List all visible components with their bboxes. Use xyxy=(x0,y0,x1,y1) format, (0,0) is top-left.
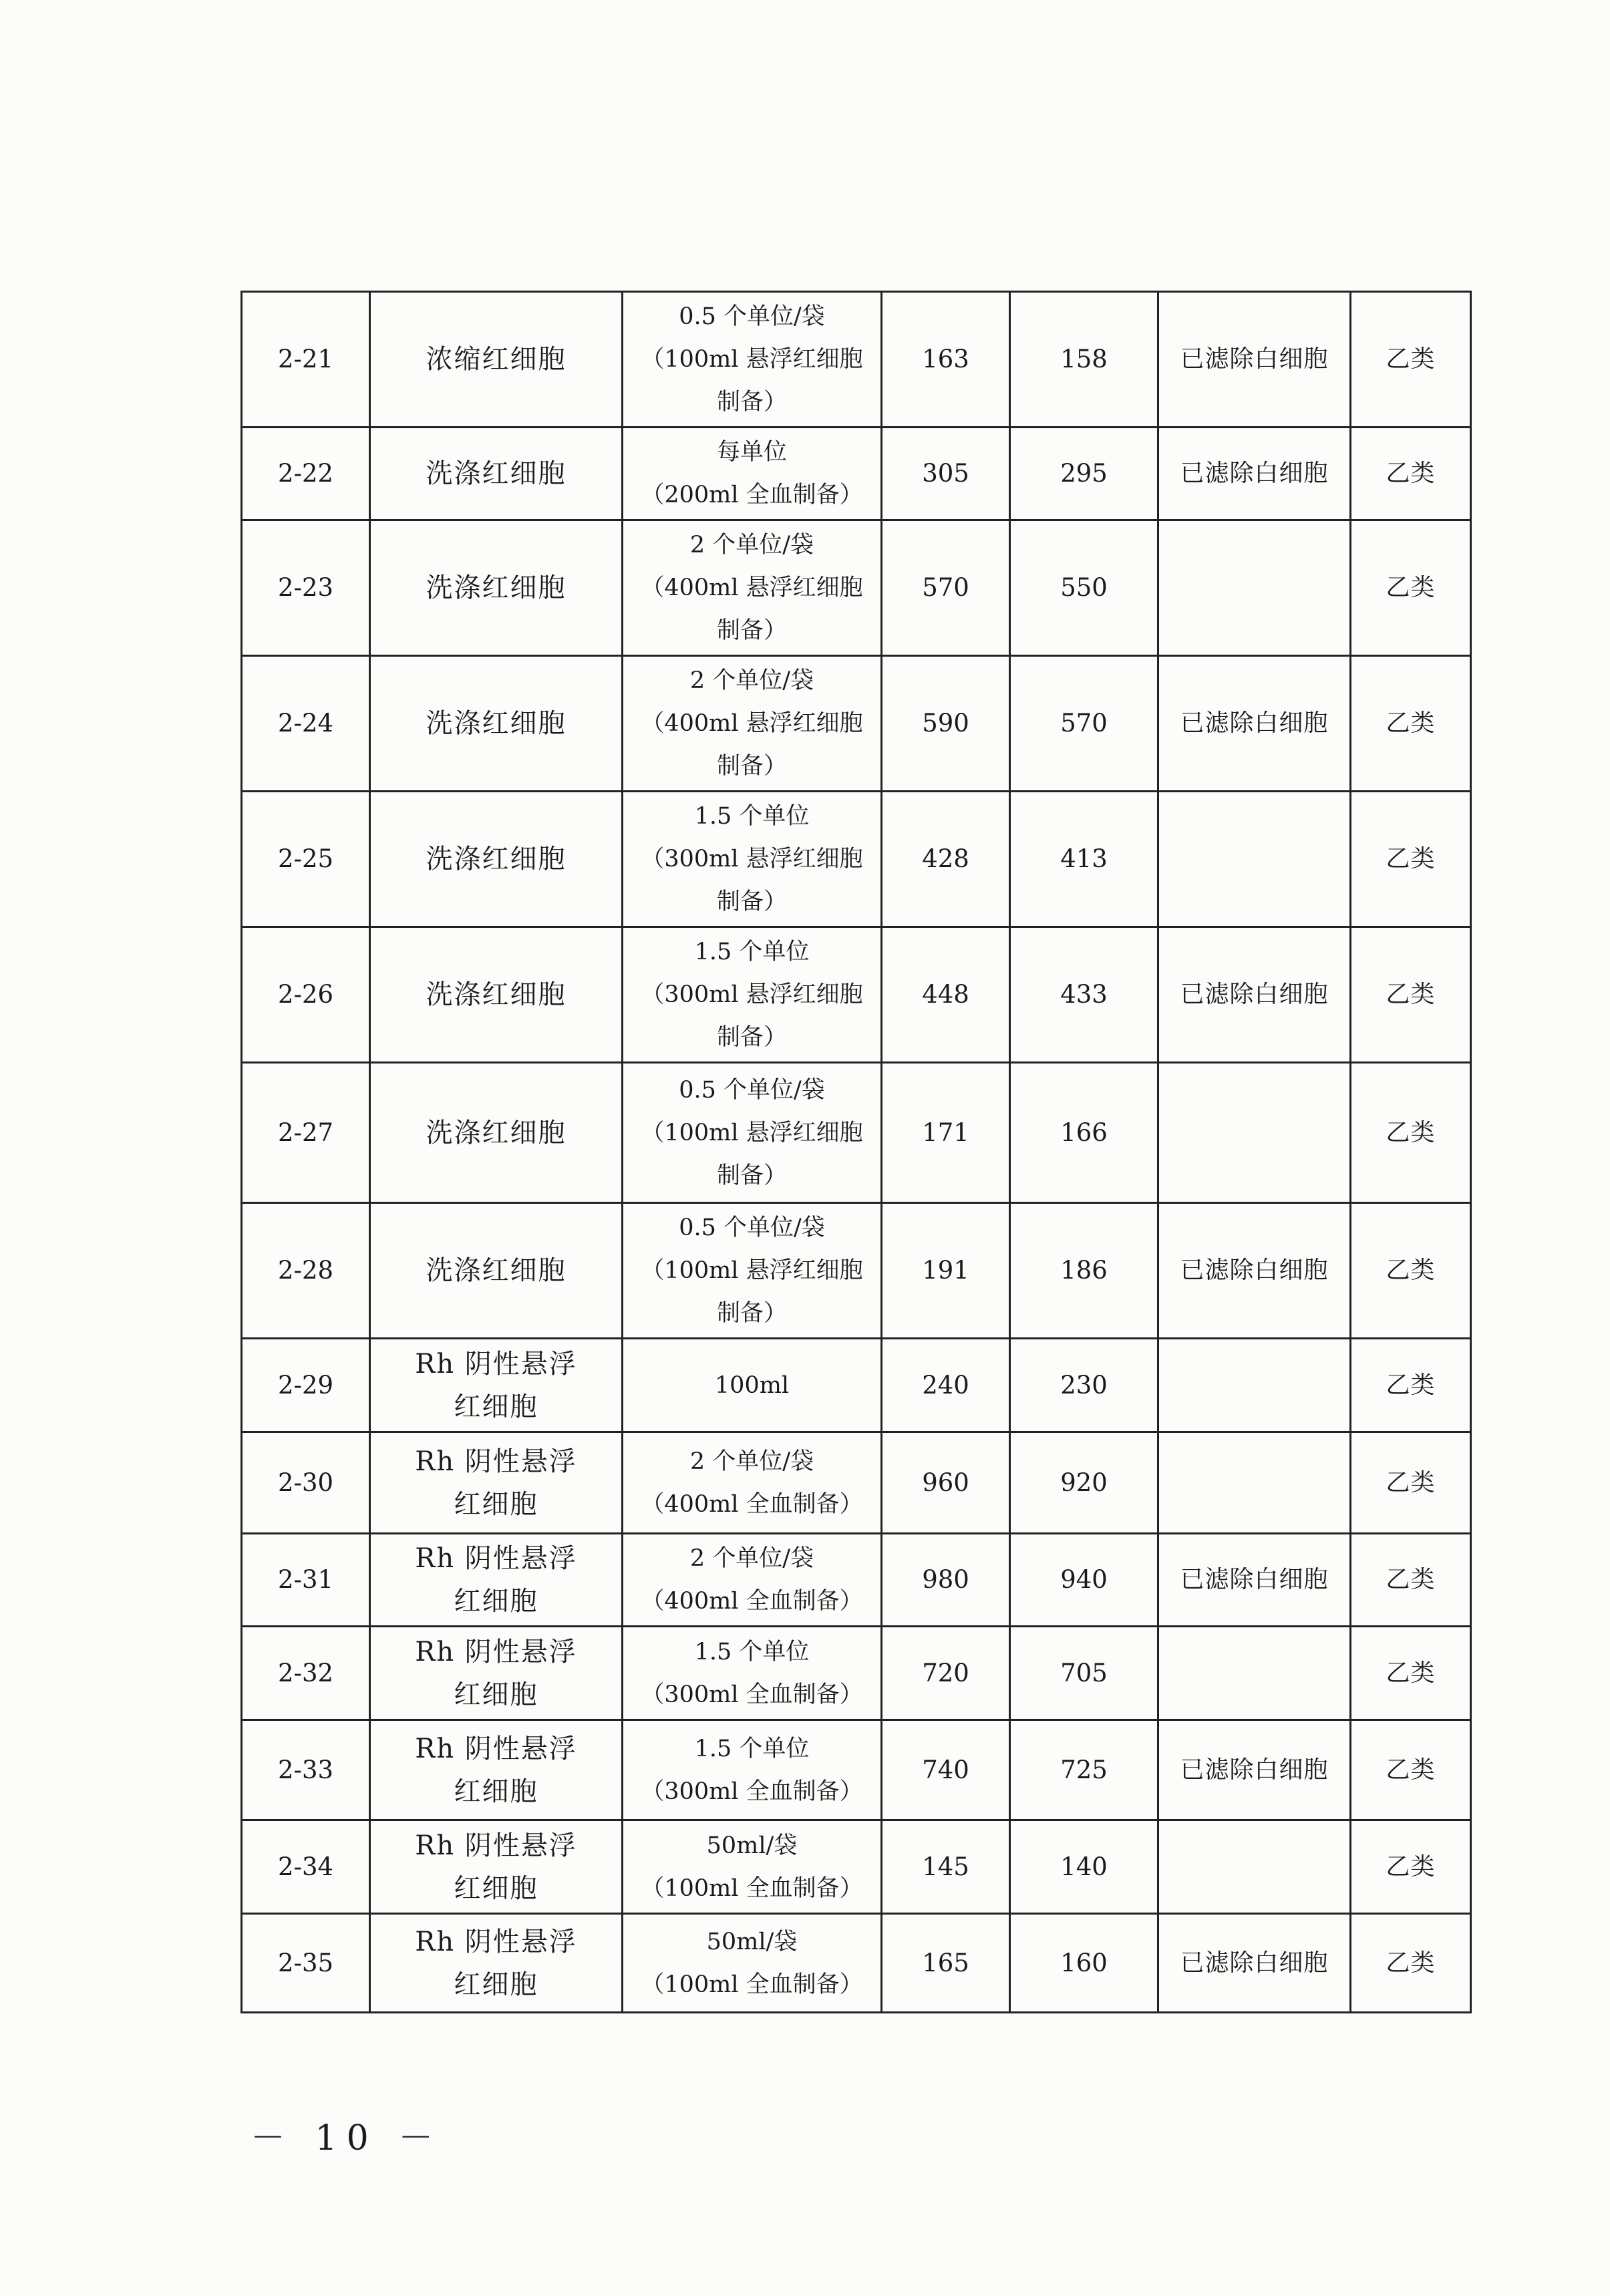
item-spec-line: （400ml 悬浮红细胞 xyxy=(641,710,863,737)
note-cell xyxy=(1158,656,1351,792)
price-1: 980 xyxy=(922,1565,969,1594)
item-code-cell xyxy=(242,927,370,1063)
item-name-cell xyxy=(370,1432,623,1534)
table-row xyxy=(242,1339,1471,1432)
table-row xyxy=(242,1534,1471,1627)
item-name-cell xyxy=(370,1203,623,1339)
price-1-cell xyxy=(882,792,1010,927)
note-cell xyxy=(1158,1339,1351,1432)
item-name-line: Rh 阴性悬浮 xyxy=(415,1926,577,1957)
item-spec-line: 1.5 个单位 xyxy=(694,1735,810,1762)
item-spec-line: 制备） xyxy=(716,617,787,644)
price-1: 240 xyxy=(922,1370,969,1400)
item-code: 2-22 xyxy=(277,459,334,488)
category: 乙类 xyxy=(1386,1566,1436,1593)
item-spec-line: （400ml 悬浮红细胞 xyxy=(641,575,863,601)
category-cell xyxy=(1351,1720,1471,1820)
item-name-line: 洗涤红细胞 xyxy=(426,572,567,603)
price-2-cell xyxy=(1010,1720,1158,1820)
item-spec-line: （300ml 悬浮红细胞 xyxy=(641,846,863,872)
price-2: 186 xyxy=(1060,1256,1108,1285)
category-cell xyxy=(1351,428,1471,520)
price-1-cell xyxy=(882,927,1010,1063)
category-cell xyxy=(1351,1534,1471,1627)
item-spec-line: （100ml 全血制备） xyxy=(641,1874,863,1902)
category-cell xyxy=(1351,520,1471,656)
item-spec-line: 制备） xyxy=(716,1024,787,1051)
item-name-cell xyxy=(370,1063,623,1203)
item-name-cell xyxy=(370,292,623,428)
table-row xyxy=(242,1063,1471,1203)
note: 已滤除白细胞 xyxy=(1180,345,1329,373)
category: 乙类 xyxy=(1386,1118,1436,1146)
item-code-cell xyxy=(242,520,370,656)
price-2: 570 xyxy=(1060,709,1108,737)
item-code: 2-21 xyxy=(277,345,334,373)
item-spec-cell xyxy=(623,1063,882,1203)
item-name-line: 洗涤红细胞 xyxy=(426,1117,567,1148)
item-spec-line: 0.5 个单位/袋 xyxy=(679,303,825,330)
item-code-cell xyxy=(242,1914,370,2013)
price-1: 145 xyxy=(922,1852,969,1881)
item-name-line: 洗涤红细胞 xyxy=(426,1255,567,1286)
note: 已滤除白细胞 xyxy=(1180,1756,1329,1784)
item-name-cell xyxy=(370,1914,623,2013)
item-spec-cell xyxy=(623,1203,882,1339)
item-spec-line: （200ml 全血制备） xyxy=(641,482,863,508)
item-name-line: Rh 阴性悬浮 xyxy=(415,1348,577,1379)
category: 乙类 xyxy=(1386,460,1436,487)
price-2-cell xyxy=(1010,656,1158,792)
item-name-line: 红细胞 xyxy=(454,1872,538,1904)
price-1: 740 xyxy=(922,1755,969,1784)
item-spec-line: （300ml 悬浮红细胞 xyxy=(641,981,863,1008)
item-spec-cell xyxy=(623,1432,882,1534)
item-name-line: 红细胞 xyxy=(454,1776,538,1807)
item-code: 2-24 xyxy=(277,709,334,737)
note-cell xyxy=(1158,1432,1351,1534)
table-row xyxy=(242,927,1471,1063)
item-code: 2-29 xyxy=(277,1370,334,1400)
note: 已滤除白细胞 xyxy=(1180,709,1329,737)
item-spec-line: 制备） xyxy=(716,888,787,915)
item-name-line: 红细胞 xyxy=(454,1391,538,1422)
price-2-cell xyxy=(1010,1820,1158,1914)
price-1-cell xyxy=(882,1063,1010,1203)
category-cell xyxy=(1351,656,1471,792)
item-spec-line: 2 个单位/袋 xyxy=(689,1448,814,1475)
item-spec-cell xyxy=(623,656,882,792)
item-code-cell xyxy=(242,1627,370,1720)
item-name-line: Rh 阴性悬浮 xyxy=(415,1636,577,1667)
item-code: 2-35 xyxy=(277,1948,334,1977)
note-cell xyxy=(1158,520,1351,656)
item-name-cell xyxy=(370,1339,623,1432)
price-2: 230 xyxy=(1060,1370,1108,1400)
item-name-line: 浓缩红细胞 xyxy=(426,344,567,375)
page-number: － 10 － xyxy=(251,2118,443,2158)
price-2: 160 xyxy=(1060,1948,1108,1977)
price-1: 428 xyxy=(922,844,969,873)
note-cell xyxy=(1158,1627,1351,1720)
category-cell xyxy=(1351,292,1471,428)
note-cell xyxy=(1158,1534,1351,1627)
item-code: 2-23 xyxy=(277,573,334,602)
price-2: 920 xyxy=(1060,1468,1108,1497)
item-spec-line: （100ml 悬浮红细胞 xyxy=(641,1257,863,1284)
item-spec-line: （400ml 全血制备） xyxy=(641,1588,863,1615)
price-2-cell xyxy=(1010,1627,1158,1720)
item-spec-line: 100ml xyxy=(714,1371,790,1399)
item-spec-line: 制备） xyxy=(716,753,787,780)
price-1: 590 xyxy=(922,709,969,737)
note-cell xyxy=(1158,292,1351,428)
price-2: 295 xyxy=(1060,459,1108,488)
note-cell xyxy=(1158,1203,1351,1339)
item-code-cell xyxy=(242,292,370,428)
category: 乙类 xyxy=(1386,1852,1436,1880)
category: 乙类 xyxy=(1386,1468,1436,1496)
price-1-cell xyxy=(882,1914,1010,2013)
item-code-cell xyxy=(242,656,370,792)
note: 已滤除白细胞 xyxy=(1180,1949,1329,1977)
price-2: 166 xyxy=(1060,1118,1108,1147)
table-row xyxy=(242,1627,1471,1720)
item-spec-cell xyxy=(623,1914,882,2013)
item-name-cell xyxy=(370,1820,623,1914)
table-row xyxy=(242,1820,1471,1914)
item-name-line: Rh 阴性悬浮 xyxy=(415,1543,577,1574)
table-row xyxy=(242,1203,1471,1339)
item-spec-line: （100ml 悬浮红细胞 xyxy=(641,1119,863,1146)
item-name-line: 红细胞 xyxy=(454,1488,538,1520)
table-row xyxy=(242,428,1471,520)
item-spec-cell xyxy=(623,1534,882,1627)
price-2-cell xyxy=(1010,1063,1158,1203)
note-cell xyxy=(1158,1820,1351,1914)
item-name-cell xyxy=(370,656,623,792)
price-2-cell xyxy=(1010,1914,1158,2013)
category-cell xyxy=(1351,1203,1471,1339)
item-name-line: 洗涤红细胞 xyxy=(426,458,567,489)
category-cell xyxy=(1351,1914,1471,2013)
table-row xyxy=(242,1914,1471,2013)
item-code: 2-28 xyxy=(277,1256,334,1285)
note: 已滤除白细胞 xyxy=(1180,1566,1329,1593)
price-1-cell xyxy=(882,1534,1010,1627)
category: 乙类 xyxy=(1386,981,1436,1008)
item-name-cell xyxy=(370,1720,623,1820)
item-code: 2-25 xyxy=(277,844,334,873)
item-spec-cell xyxy=(623,1627,882,1720)
item-spec-cell xyxy=(623,292,882,428)
item-name-cell xyxy=(370,1627,623,1720)
price-1: 191 xyxy=(922,1256,969,1285)
item-name-cell xyxy=(370,1534,623,1627)
item-code: 2-26 xyxy=(277,980,334,1009)
price-1-cell xyxy=(882,292,1010,428)
item-code: 2-32 xyxy=(277,1658,334,1687)
item-code-cell xyxy=(242,1063,370,1203)
note-cell xyxy=(1158,1914,1351,2013)
category-cell xyxy=(1351,792,1471,927)
category: 乙类 xyxy=(1386,1257,1436,1284)
note: 已滤除白细胞 xyxy=(1180,1257,1329,1284)
item-spec-line: 1.5 个单位 xyxy=(694,803,810,830)
item-name-line: 红细胞 xyxy=(454,1679,538,1710)
item-name-line: 红细胞 xyxy=(454,1586,538,1617)
blood-product-price-table xyxy=(240,291,1472,2013)
price-1: 960 xyxy=(922,1468,969,1497)
price-1-cell xyxy=(882,1203,1010,1339)
item-name-cell xyxy=(370,927,623,1063)
price-1: 163 xyxy=(922,345,969,373)
price-2-cell xyxy=(1010,1432,1158,1534)
category-cell xyxy=(1351,1339,1471,1432)
price-2-cell xyxy=(1010,292,1158,428)
price-1-cell xyxy=(882,520,1010,656)
price-1: 171 xyxy=(922,1118,969,1147)
price-2: 940 xyxy=(1060,1565,1108,1594)
price-1: 720 xyxy=(922,1658,969,1687)
item-code-cell xyxy=(242,428,370,520)
price-2: 158 xyxy=(1060,345,1108,373)
category: 乙类 xyxy=(1386,845,1436,872)
price-1-cell xyxy=(882,1339,1010,1432)
category: 乙类 xyxy=(1386,1659,1436,1687)
item-spec-cell xyxy=(623,792,882,927)
price-2-cell xyxy=(1010,792,1158,927)
item-spec-line: 2 个单位/袋 xyxy=(689,1545,814,1572)
item-name-line: 洗涤红细胞 xyxy=(426,708,567,739)
price-2-cell xyxy=(1010,520,1158,656)
price-1: 570 xyxy=(922,573,969,602)
table-row xyxy=(242,792,1471,927)
item-code-cell xyxy=(242,1339,370,1432)
price-1-cell xyxy=(882,428,1010,520)
item-name-line: Rh 阴性悬浮 xyxy=(415,1446,577,1477)
item-code-cell xyxy=(242,1720,370,1820)
category-cell xyxy=(1351,927,1471,1063)
item-spec-line: 制备） xyxy=(716,1162,787,1189)
item-spec-line: 0.5 个单位/袋 xyxy=(679,1214,825,1241)
item-name-line: 洗涤红细胞 xyxy=(426,979,567,1010)
item-spec-line: 每单位 xyxy=(716,439,787,466)
price-1: 448 xyxy=(922,980,969,1009)
item-spec-line: 制备） xyxy=(716,1300,787,1327)
item-spec-cell xyxy=(623,1720,882,1820)
item-spec-cell xyxy=(623,428,882,520)
item-name-cell xyxy=(370,520,623,656)
item-spec-line: （300ml 全血制备） xyxy=(641,1778,863,1805)
price-2: 413 xyxy=(1060,844,1108,873)
note-cell xyxy=(1158,927,1351,1063)
item-name-line: 红细胞 xyxy=(454,1969,538,2000)
price-1-cell xyxy=(882,1627,1010,1720)
item-code-cell xyxy=(242,1820,370,1914)
item-spec-line: 50ml/袋 xyxy=(706,1832,798,1859)
price-2-cell xyxy=(1010,1203,1158,1339)
category-cell xyxy=(1351,1063,1471,1203)
item-spec-line: 1.5 个单位 xyxy=(694,1638,810,1665)
price-2-cell xyxy=(1010,1339,1158,1432)
item-spec-line: 2 个单位/袋 xyxy=(689,667,814,694)
item-code-cell xyxy=(242,792,370,927)
note: 已滤除白细胞 xyxy=(1180,460,1329,487)
item-spec-line: （100ml 悬浮红细胞 xyxy=(641,346,863,373)
item-spec-line: （400ml 全血制备） xyxy=(641,1490,863,1518)
note: 已滤除白细胞 xyxy=(1180,981,1329,1008)
category: 乙类 xyxy=(1386,1949,1436,1977)
price-2: 140 xyxy=(1060,1852,1108,1881)
price-1-cell xyxy=(882,656,1010,792)
item-spec-cell xyxy=(623,1820,882,1914)
table-row xyxy=(242,292,1471,428)
item-name-cell xyxy=(370,428,623,520)
category: 乙类 xyxy=(1386,1371,1436,1399)
table-row xyxy=(242,1432,1471,1534)
item-code-cell xyxy=(242,1203,370,1339)
price-2-cell xyxy=(1010,1534,1158,1627)
price-2: 705 xyxy=(1060,1658,1108,1687)
category-cell xyxy=(1351,1820,1471,1914)
item-code-cell xyxy=(242,1432,370,1534)
item-spec-cell xyxy=(623,927,882,1063)
note-cell xyxy=(1158,792,1351,927)
note-cell xyxy=(1158,1063,1351,1203)
item-spec-line: 0.5 个单位/袋 xyxy=(679,1076,825,1104)
price-1-cell xyxy=(882,1820,1010,1914)
item-code: 2-34 xyxy=(277,1852,334,1881)
price-2: 550 xyxy=(1060,573,1108,602)
item-name-cell xyxy=(370,792,623,927)
note-cell xyxy=(1158,428,1351,520)
price-1-cell xyxy=(882,1432,1010,1534)
item-spec-line: （300ml 全血制备） xyxy=(641,1681,863,1708)
price-1-cell xyxy=(882,1720,1010,1820)
table-row xyxy=(242,520,1471,656)
price-2-cell xyxy=(1010,927,1158,1063)
category-cell xyxy=(1351,1432,1471,1534)
item-spec-line: 2 个单位/袋 xyxy=(689,532,814,558)
category-cell xyxy=(1351,1627,1471,1720)
category: 乙类 xyxy=(1386,1756,1436,1784)
item-code: 2-27 xyxy=(277,1118,334,1147)
price-2: 725 xyxy=(1060,1755,1108,1784)
category: 乙类 xyxy=(1386,709,1436,737)
category: 乙类 xyxy=(1386,345,1436,373)
item-code: 2-30 xyxy=(277,1468,334,1497)
item-name-line: Rh 阴性悬浮 xyxy=(415,1830,577,1861)
table-row xyxy=(242,1720,1471,1820)
item-spec-cell xyxy=(623,1339,882,1432)
price-2-cell xyxy=(1010,428,1158,520)
category: 乙类 xyxy=(1386,574,1436,601)
item-spec-cell xyxy=(623,520,882,656)
item-code-cell xyxy=(242,1534,370,1627)
item-spec-line: 1.5 个单位 xyxy=(694,939,810,965)
note-cell xyxy=(1158,1720,1351,1820)
item-code: 2-33 xyxy=(277,1755,334,1784)
item-spec-line: （100ml 全血制备） xyxy=(641,1971,863,1998)
price-2: 433 xyxy=(1060,980,1108,1009)
item-spec-line: 50ml/袋 xyxy=(706,1928,798,1955)
item-code: 2-31 xyxy=(277,1565,334,1594)
item-name-line: 洗涤红细胞 xyxy=(426,844,567,874)
price-1: 305 xyxy=(922,459,969,488)
item-spec-line: 制备） xyxy=(716,389,787,416)
table-row xyxy=(242,656,1471,792)
price-1: 165 xyxy=(922,1948,969,1977)
item-name-line: Rh 阴性悬浮 xyxy=(415,1733,577,1764)
